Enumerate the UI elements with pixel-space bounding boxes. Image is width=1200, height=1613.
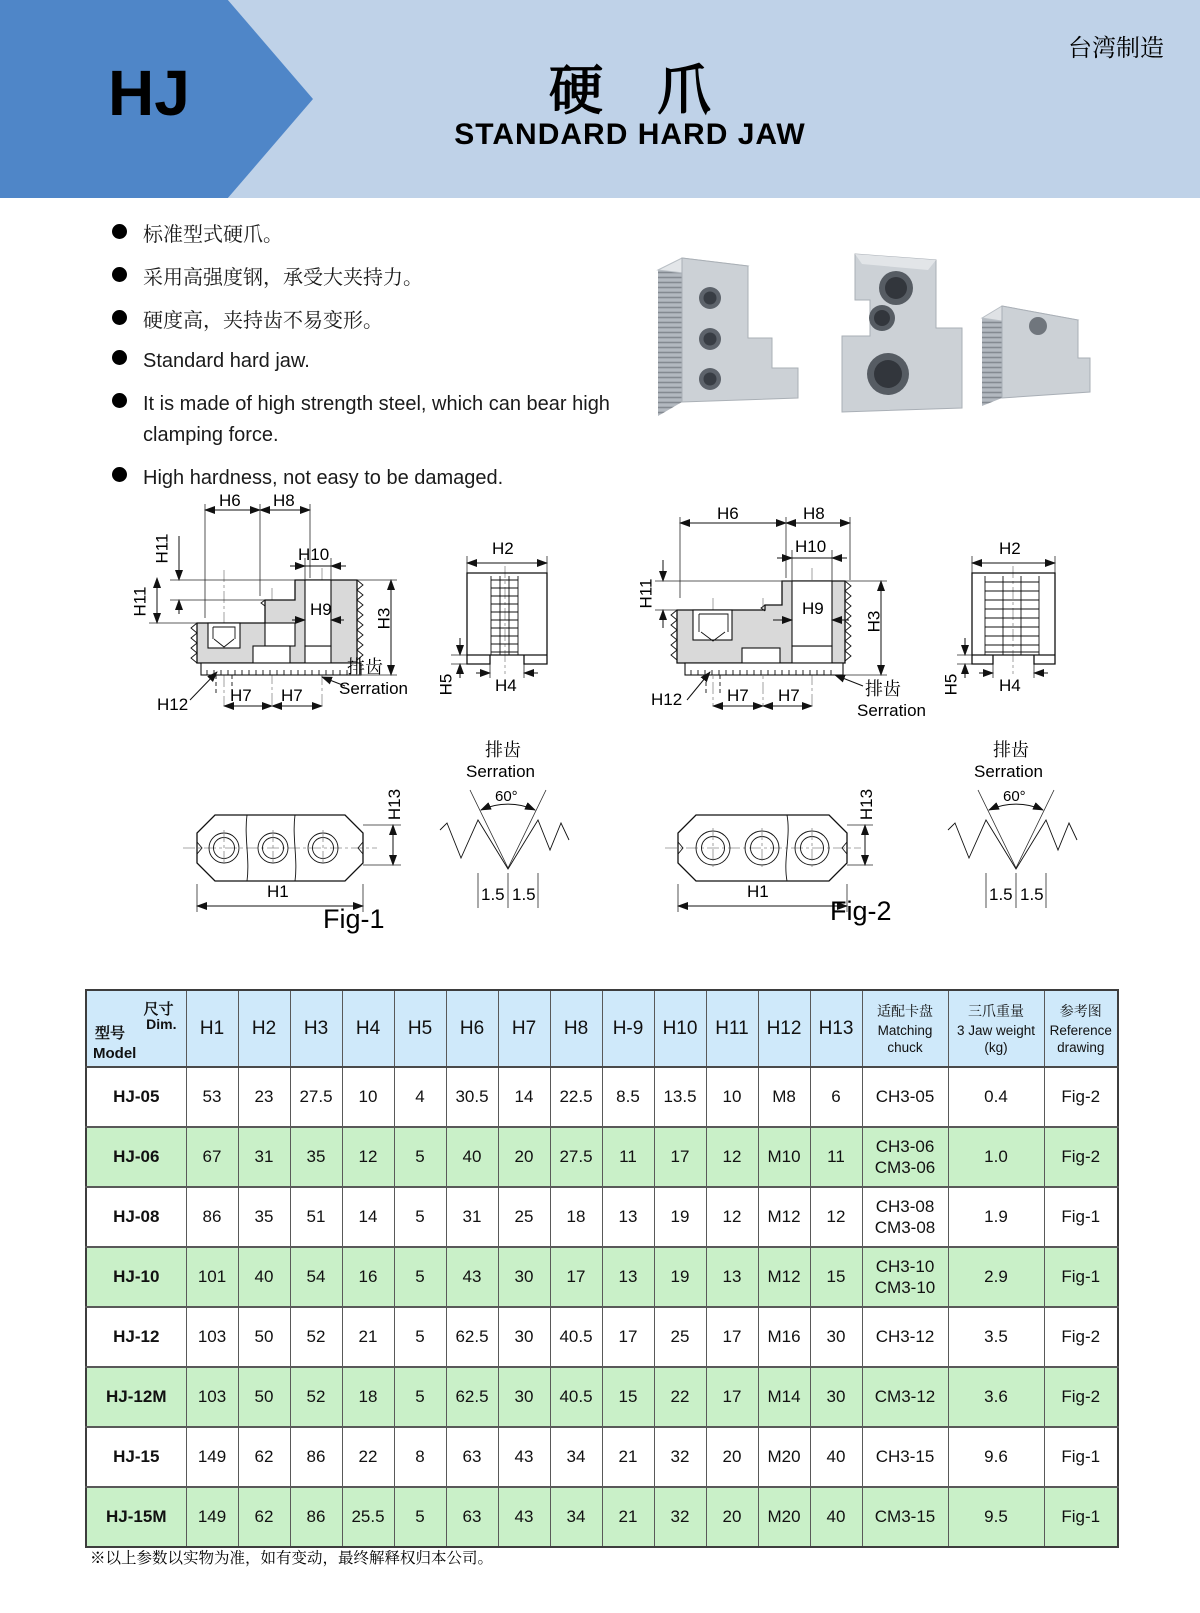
dim-cell: 35 — [238, 1187, 290, 1247]
dim-cell: M14 — [758, 1367, 810, 1427]
corner-cell — [86, 990, 186, 1067]
column-header: H6 — [446, 990, 498, 1067]
dim-label-h11: H11 — [152, 533, 172, 564]
title-block — [230, 0, 1030, 198]
dim-cell: 51 — [290, 1187, 342, 1247]
dim-cell: 101 — [186, 1247, 238, 1307]
corner-model-en: Model — [93, 1045, 137, 1062]
dim-cell: 19 — [654, 1187, 706, 1247]
dim-cell: 149 — [186, 1487, 238, 1547]
corner-model-cn: 型号 — [95, 1025, 126, 1042]
dim-cell: 40 — [446, 1127, 498, 1187]
model-cell: HJ-10 — [86, 1247, 186, 1307]
serration-pitch-label: 1.5 — [481, 885, 505, 904]
dim-cell: 43 — [446, 1247, 498, 1307]
made-in-label: 台湾制造 — [1068, 35, 1164, 62]
dim-cell: 17 — [654, 1127, 706, 1187]
feature-text: High hardness, not easy to be damaged. — [143, 467, 504, 489]
dim-cell: 12 — [342, 1127, 394, 1187]
chuck-cell: CH3-05 — [862, 1067, 948, 1127]
serration-label-cn: 排齿 — [993, 740, 1029, 760]
header-line: 参考图 — [1059, 1002, 1102, 1019]
dim-label-h1: H1 — [747, 882, 769, 901]
table-row — [86, 1187, 1118, 1247]
serration-label-en: Serration — [466, 762, 535, 781]
dim-cell: M20 — [758, 1427, 810, 1487]
dim-cell: 40.5 — [550, 1307, 602, 1367]
dim-cell: 15 — [810, 1247, 862, 1307]
dim-cell: 21 — [342, 1307, 394, 1367]
feature-text: 标准型式硬爪。 — [143, 224, 283, 246]
column-header: H5 — [394, 990, 446, 1067]
corner-dim-en: Dim. — [146, 1016, 177, 1032]
ref-cell: Fig-1 — [1044, 1487, 1118, 1547]
weight-cell: 1.0 — [948, 1127, 1044, 1187]
dim-cell: 52 — [290, 1307, 342, 1367]
ref-cell: Fig-1 — [1044, 1187, 1118, 1247]
dim-cell: 30 — [498, 1247, 550, 1307]
spec-table-body — [86, 1067, 1118, 1547]
model-cell: HJ-15 — [86, 1427, 186, 1487]
dim-cell: 5 — [394, 1187, 446, 1247]
header-line: chuck — [887, 1039, 923, 1055]
header-line: drawing — [1057, 1039, 1105, 1055]
dim-cell: 5 — [394, 1127, 446, 1187]
dim-cell: 11 — [602, 1127, 654, 1187]
dim-cell: 62 — [238, 1487, 290, 1547]
weight-cell: 3.5 — [948, 1307, 1044, 1367]
ref-cell: Fig-2 — [1044, 1367, 1118, 1427]
chuck-cell: CH3-08 CM3-08 — [862, 1187, 948, 1247]
dim-cell: M10 — [758, 1127, 810, 1187]
dim-cell: 54 — [290, 1247, 342, 1307]
column-header: H13 — [810, 990, 862, 1067]
dim-cell: 103 — [186, 1367, 238, 1427]
list-item — [112, 220, 423, 251]
header-line: Reference — [1049, 1022, 1112, 1038]
feature-text: 硬度高，夹持齿不易变形。 — [143, 310, 383, 332]
column-header: H11 — [706, 990, 758, 1067]
model-cell: HJ-05 — [86, 1067, 186, 1127]
table-row — [86, 1487, 1118, 1547]
dim-cell: 20 — [498, 1127, 550, 1187]
dim-cell: 40.5 — [550, 1367, 602, 1427]
dim-cell: 86 — [186, 1187, 238, 1247]
dim-label-h9: H9 — [310, 600, 332, 619]
column-header: H3 — [290, 990, 342, 1067]
dim-cell: 31 — [238, 1127, 290, 1187]
ref-cell: Fig-1 — [1044, 1247, 1118, 1307]
column-header: H7 — [498, 990, 550, 1067]
bullet-icon — [112, 310, 127, 325]
dim-cell: 35 — [290, 1127, 342, 1187]
model-cell: HJ-12 — [86, 1307, 186, 1367]
serration-label-cn: 排齿 — [865, 679, 901, 699]
dim-cell: 43 — [498, 1487, 550, 1547]
dim-label-h8: H8 — [273, 491, 295, 510]
dim-label-h5: H5 — [436, 673, 456, 696]
dim-cell: 62.5 — [446, 1367, 498, 1427]
dim-cell: 17 — [706, 1367, 758, 1427]
header-line: 适配卡盘 — [877, 1002, 933, 1019]
column-header: H-9 — [602, 990, 654, 1067]
dim-cell: 32 — [654, 1427, 706, 1487]
table-row — [86, 1427, 1118, 1487]
dim-label-h8: H8 — [803, 504, 825, 523]
table-row — [86, 1127, 1118, 1187]
dim-cell: 40 — [238, 1247, 290, 1307]
dim-label-h3: H3 — [864, 610, 884, 633]
model-cell: HJ-12M — [86, 1367, 186, 1427]
dim-cell: 22 — [342, 1427, 394, 1487]
column-header: H2 — [238, 990, 290, 1067]
dim-cell: M8 — [758, 1067, 810, 1127]
dim-label-h2: H2 — [999, 539, 1021, 558]
figure-1-caption: Fig-1 — [323, 904, 385, 934]
dim-cell: 15 — [602, 1367, 654, 1427]
dim-cell: 25 — [654, 1307, 706, 1367]
dim-cell: 17 — [602, 1307, 654, 1367]
dim-cell: 63 — [446, 1427, 498, 1487]
dim-cell: M16 — [758, 1307, 810, 1367]
column-header: H12 — [758, 990, 810, 1067]
dim-label-h3: H3 — [374, 607, 394, 630]
dim-cell: 10 — [342, 1067, 394, 1127]
dim-label-h10: H10 — [795, 537, 827, 556]
figure-2-caption: Fig-2 — [830, 896, 892, 926]
page-title-cn: 硬 爪 — [549, 61, 711, 121]
dim-cell: 34 — [550, 1487, 602, 1547]
serration-label-en: Serration — [974, 762, 1043, 781]
dim-cell: 103 — [186, 1307, 238, 1367]
dim-label-h1: H1 — [267, 882, 289, 901]
dim-label-h9: H9 — [802, 599, 824, 618]
chuck-cell: CM3-12 — [862, 1367, 948, 1427]
weight-cell: 3.6 — [948, 1367, 1044, 1427]
ref-cell: Fig-1 — [1044, 1427, 1118, 1487]
model-cell: HJ-06 — [86, 1127, 186, 1187]
dim-cell: 62.5 — [446, 1307, 498, 1367]
dim-cell: 5 — [394, 1247, 446, 1307]
dim-label-h7: H7 — [727, 686, 749, 705]
dim-label-h12: H12 — [651, 690, 683, 709]
page-title-en: STANDARD HARD JAW — [454, 118, 806, 151]
chuck-cell: CH3-06 CM3-06 — [862, 1127, 948, 1187]
list-item — [112, 389, 652, 451]
ref-cell: Fig-2 — [1044, 1067, 1118, 1127]
dim-label-h13: H13 — [857, 788, 877, 821]
dim-cell: 21 — [602, 1427, 654, 1487]
dim-cell: 30.5 — [446, 1067, 498, 1127]
serration-pitch-label: 1.5 — [1020, 885, 1044, 904]
dim-cell: 50 — [238, 1367, 290, 1427]
dim-cell: 5 — [394, 1367, 446, 1427]
dim-cell: 17 — [706, 1307, 758, 1367]
dim-cell: 10 — [706, 1067, 758, 1127]
dim-cell: M12 — [758, 1247, 810, 1307]
list-item — [112, 263, 423, 294]
dim-label-h6: H6 — [717, 504, 739, 523]
dim-cell: 40 — [810, 1487, 862, 1547]
column-header: H1 — [186, 990, 238, 1067]
column-header: H10 — [654, 990, 706, 1067]
dim-label-h7: H7 — [778, 686, 800, 705]
chuck-cell: CH3-10 CM3-10 — [862, 1247, 948, 1307]
dim-label-h7: H7 — [230, 686, 252, 705]
header-band — [0, 0, 1200, 198]
serration-pitch-label: 1.5 — [989, 885, 1013, 904]
dim-label-h2: H2 — [492, 539, 514, 558]
dim-cell: M12 — [758, 1187, 810, 1247]
dim-cell: 50 — [238, 1307, 290, 1367]
header-line: 3 Jaw weight — [956, 1022, 1036, 1038]
dim-cell: 22 — [654, 1367, 706, 1427]
table-row — [86, 1367, 1118, 1427]
serration-angle-label: 60° — [495, 788, 518, 805]
dim-cell: 23 — [238, 1067, 290, 1127]
serration-label-cn: 排齿 — [485, 740, 521, 760]
serration-pitch-label: 1.5 — [512, 885, 536, 904]
header-line: Matching — [877, 1022, 933, 1038]
dim-cell: 27.5 — [290, 1067, 342, 1127]
bullet-icon — [112, 350, 127, 365]
dim-cell: 30 — [810, 1307, 862, 1367]
dim-label-h12: H12 — [157, 695, 189, 714]
dim-cell: 32 — [654, 1487, 706, 1547]
column-header-reference — [1044, 990, 1118, 1067]
list-item — [112, 346, 652, 377]
feature-text: Standard hard jaw. — [143, 350, 310, 372]
dim-cell: 25 — [498, 1187, 550, 1247]
dim-cell: 22.5 — [550, 1067, 602, 1127]
chuck-cell: CM3-15 — [862, 1487, 948, 1547]
bullet-icon — [112, 393, 127, 408]
weight-cell: 9.5 — [948, 1487, 1044, 1547]
ref-cell: Fig-2 — [1044, 1307, 1118, 1367]
dim-cell: 34 — [550, 1427, 602, 1487]
dim-cell: 19 — [654, 1247, 706, 1307]
weight-cell: 1.9 — [948, 1187, 1044, 1247]
corner-dim-cn: 尺寸 — [143, 1001, 174, 1018]
dim-cell: 13 — [706, 1247, 758, 1307]
chuck-cell: CH3-12 — [862, 1307, 948, 1367]
dim-cell: 40 — [810, 1427, 862, 1487]
header-line: 三爪重量 — [968, 1002, 1024, 1019]
figure-2-drawing — [615, 488, 1115, 938]
features-en — [112, 346, 652, 506]
weight-cell: 9.6 — [948, 1427, 1044, 1487]
header-line: (kg) — [984, 1039, 1008, 1055]
dim-cell: 14 — [342, 1187, 394, 1247]
feature-text: It is made of high strength steel, which can bear high clamping force. — [143, 393, 610, 446]
dim-cell: 11 — [810, 1127, 862, 1187]
dim-cell: 18 — [550, 1187, 602, 1247]
dim-cell: 30 — [810, 1367, 862, 1427]
ref-cell: Fig-2 — [1044, 1127, 1118, 1187]
dim-cell: 21 — [602, 1487, 654, 1547]
list-item — [112, 306, 423, 337]
table-row — [86, 1247, 1118, 1307]
dim-cell: 5 — [394, 1307, 446, 1367]
serration-angle-label: 60° — [1003, 788, 1026, 805]
dim-cell: 30 — [498, 1367, 550, 1427]
dim-cell: 8.5 — [602, 1067, 654, 1127]
dim-cell: 53 — [186, 1067, 238, 1127]
dim-cell: 20 — [706, 1487, 758, 1547]
dim-cell: 4 — [394, 1067, 446, 1127]
dim-cell: 12 — [706, 1187, 758, 1247]
model-cell: HJ-08 — [86, 1187, 186, 1247]
product-photo — [630, 240, 1100, 455]
dim-cell: 43 — [498, 1427, 550, 1487]
hard-jaw-photo-art — [630, 240, 1100, 455]
dim-cell: 5 — [394, 1487, 446, 1547]
dim-cell: 12 — [706, 1127, 758, 1187]
features-cn — [112, 220, 423, 349]
header-row — [86, 990, 1118, 1067]
dim-label-h5: H5 — [941, 673, 961, 696]
dim-cell: 16 — [342, 1247, 394, 1307]
table-row — [86, 1307, 1118, 1367]
dim-cell: 86 — [290, 1427, 342, 1487]
series-code: HJ — [108, 57, 190, 129]
dim-cell: M20 — [758, 1487, 810, 1547]
dim-cell: 30 — [498, 1307, 550, 1367]
dim-label-h11: H11 — [636, 578, 656, 609]
weight-cell: 0.4 — [948, 1067, 1044, 1127]
bullet-icon — [112, 467, 127, 482]
dim-cell: 20 — [706, 1427, 758, 1487]
dim-cell: 6 — [810, 1067, 862, 1127]
weight-cell: 2.9 — [948, 1247, 1044, 1307]
serration-label-en: Serration — [857, 701, 926, 720]
serration-label-en: Serration — [339, 679, 408, 698]
bullet-icon — [112, 224, 127, 239]
column-header-weight — [948, 990, 1044, 1067]
dim-cell: 52 — [290, 1367, 342, 1427]
figure-1-drawing — [95, 488, 595, 938]
dim-label-h11: H11 — [130, 586, 150, 617]
model-cell: HJ-15M — [86, 1487, 186, 1547]
dim-cell: 17 — [550, 1247, 602, 1307]
dim-label-h13: H13 — [385, 788, 405, 821]
dim-cell: 18 — [342, 1367, 394, 1427]
spec-table — [85, 989, 1119, 1548]
column-header: H8 — [550, 990, 602, 1067]
dim-label-h4: H4 — [495, 676, 517, 695]
dim-cell: 62 — [238, 1427, 290, 1487]
dim-cell: 13 — [602, 1187, 654, 1247]
dim-cell: 13 — [602, 1247, 654, 1307]
dim-cell: 27.5 — [550, 1127, 602, 1187]
dim-label-h7: H7 — [281, 686, 303, 705]
chuck-cell: CH3-15 — [862, 1427, 948, 1487]
dim-label-h10: H10 — [298, 545, 330, 564]
serration-label-cn: 排齿 — [347, 657, 383, 677]
dim-cell: 14 — [498, 1067, 550, 1127]
feature-text: 采用高强度钢，承受大夹持力。 — [143, 267, 423, 289]
dim-cell: 31 — [446, 1187, 498, 1247]
dim-label-h6: H6 — [219, 491, 241, 510]
dim-cell: 86 — [290, 1487, 342, 1547]
bullet-icon — [112, 267, 127, 282]
column-header-chuck — [862, 990, 948, 1067]
dim-cell: 149 — [186, 1427, 238, 1487]
dim-cell: 8 — [394, 1427, 446, 1487]
dim-cell: 63 — [446, 1487, 498, 1547]
dim-label-h4: H4 — [999, 676, 1021, 695]
column-header: H4 — [342, 990, 394, 1067]
table-row — [86, 1067, 1118, 1127]
dim-cell: 67 — [186, 1127, 238, 1187]
dim-cell: 13.5 — [654, 1067, 706, 1127]
dim-cell: 12 — [810, 1187, 862, 1247]
dim-cell: 25.5 — [342, 1487, 394, 1547]
footnote: ※以上参数以实物为准，如有变动，最终解释权归本公司。 — [90, 1550, 494, 1567]
